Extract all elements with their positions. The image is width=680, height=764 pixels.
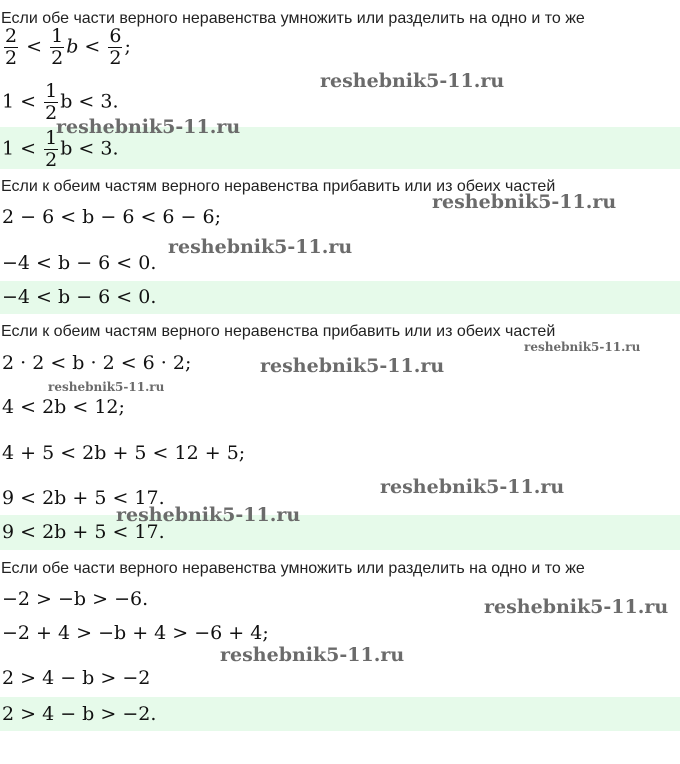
math-line: 2 > 4 − b > −2 <box>2 667 151 689</box>
fraction: $\frac{1}{2}$ <box>45 80 58 124</box>
math-line: −2 + 4 > −b + 4 > −6 + 4; <box>2 622 269 644</box>
watermark: reshebnik5-11.ru <box>260 355 445 377</box>
math-line: 2 · 2 < b · 2 < 6 · 2; <box>2 352 192 374</box>
math-line: 9 < 2b + 5 < 17. <box>2 487 165 509</box>
fraction: $\frac{1}{2}$ <box>51 25 64 69</box>
answer-line: −4 < b − 6 < 0. <box>2 286 157 308</box>
watermark: reshebnik5-11.ru <box>220 644 405 666</box>
math-line: 2 − 6 < b − 6 < 6 − 6; <box>2 206 222 228</box>
rule-text: Если обе части верного неравенства умножить или разделить на одно и то же <box>1 560 585 577</box>
fraction: $\frac{6}{2}$ <box>109 25 122 69</box>
watermark: reshebnik5-11.ru <box>524 340 641 354</box>
watermark: reshebnik5-11.ru <box>168 236 353 258</box>
watermark: reshebnik5-11.ru <box>48 380 165 394</box>
fraction: $\frac{1}{2}$ <box>45 127 58 171</box>
rule-text: Если обе части верного неравенства умножить или разделить на одно и то же <box>1 10 585 27</box>
math-line: $\frac{2}{2}$ < $\frac{1}{2}$ b < $\frac{6}{2}$ ; <box>5 25 131 69</box>
rule-text: Если к обеим частям верного неравенства прибавить или из обеих частей <box>1 178 556 195</box>
watermark: reshebnik5-11.ru <box>380 476 565 498</box>
watermark: reshebnik5-11.ru <box>432 191 617 213</box>
fraction: $\frac{2}{2}$ <box>5 25 18 69</box>
watermark: reshebnik5-11.ru <box>484 596 669 618</box>
math-line: 4 + 5 < 2b + 5 < 12 + 5; <box>2 442 246 464</box>
answer-line: 9 < 2b + 5 < 17. <box>2 521 165 543</box>
answer-line: 1 < $\frac{1}{2}$ b < 3. <box>2 127 119 171</box>
math-line: −4 < b − 6 < 0. <box>2 252 157 274</box>
answer-line: 2 > 4 − b > −2. <box>2 703 157 725</box>
math-line: 1 < $\frac{1}{2}$ b < 3. <box>2 80 119 124</box>
rule-text: Если к обеим частям верного неравенства прибавить или из обеих частей <box>1 323 556 340</box>
math-line: 4 < 2b < 12; <box>2 396 125 418</box>
watermark: reshebnik5-11.ru <box>320 70 505 92</box>
math-line: −2 > −b > −6. <box>2 588 149 610</box>
watermark: reshebnik5-11.ru <box>116 504 301 526</box>
watermark: reshebnik5-11.ru <box>56 116 241 138</box>
